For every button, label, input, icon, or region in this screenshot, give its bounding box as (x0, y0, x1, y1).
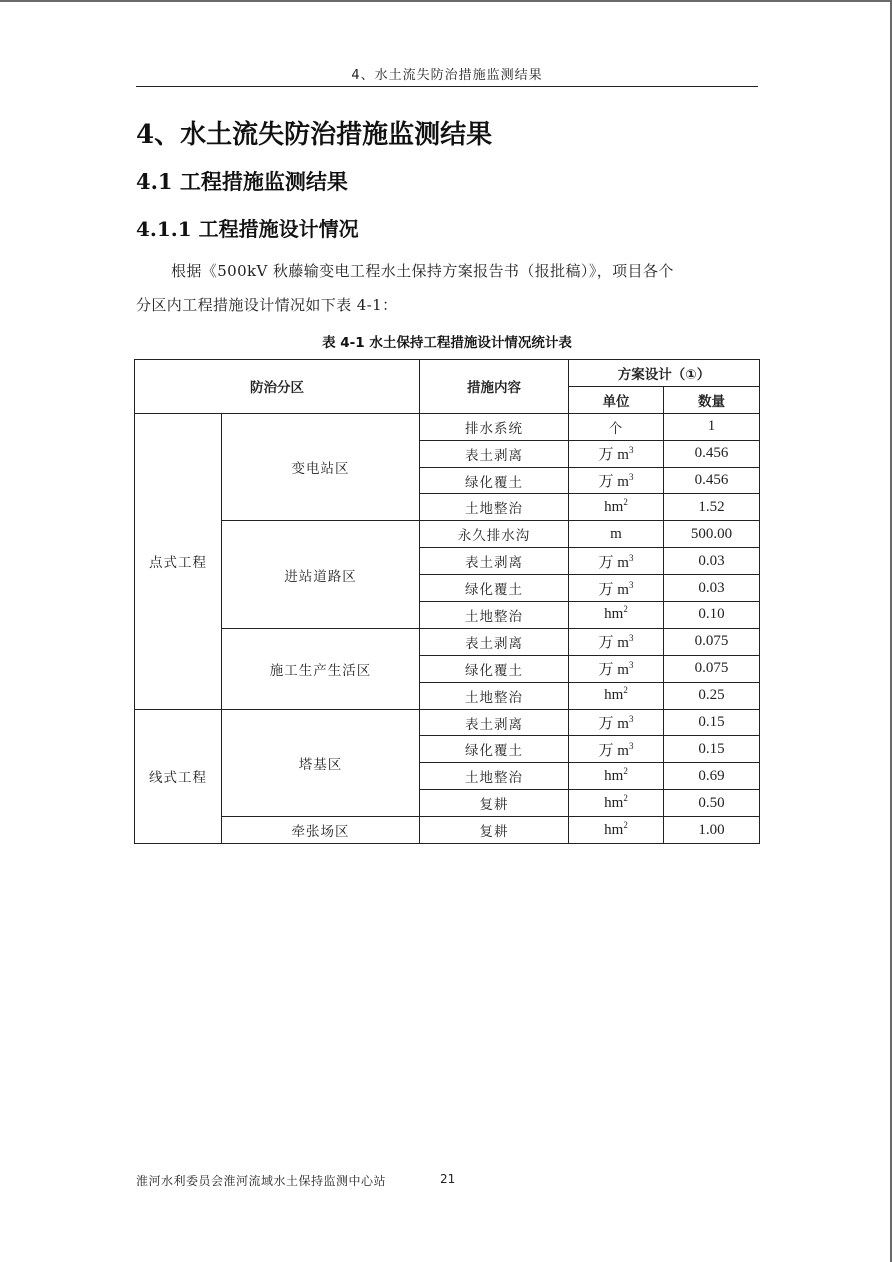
cell-measure: 表土剥离 (420, 709, 569, 736)
cell-unit: 万 $m^3$ (569, 736, 664, 763)
cell-measure: 表土剥离 (420, 548, 569, 575)
header-measure: 措施内容 (420, 360, 569, 414)
cell-quantity: 0.03 (664, 575, 760, 602)
zone-access-road: 进站道路区 (222, 521, 420, 629)
cell-unit: 万 $m^3$ (569, 467, 664, 494)
cell-measure: 复耕 (420, 790, 569, 817)
cell-quantity: 0.15 (664, 709, 760, 736)
cell-quantity: 0.075 (664, 655, 760, 682)
cell-measure: 排水系统 (420, 413, 569, 440)
cell-measure: 土地整治 (420, 602, 569, 629)
cell-measure: 表土剥离 (420, 440, 569, 467)
chapter-heading: 4、水土流失防治措施监测结果 (136, 120, 493, 150)
zone-tower-base: 塔基区 (222, 709, 420, 817)
table-header-row (135, 360, 760, 387)
cell-measure: 永久排水沟 (420, 521, 569, 548)
cell-unit: 万 $m^3$ (569, 440, 664, 467)
cell-quantity: 1 (664, 413, 760, 440)
cell-quantity: 0.456 (664, 440, 760, 467)
cell-unit: $hm^2$ (569, 682, 664, 709)
body-paragraph-line-2: 分区内工程措施设计情况如下表 4-1： (136, 296, 398, 314)
cell-quantity: 0.15 (664, 736, 760, 763)
running-header: 4、水土流失防治措施监测结果 (351, 68, 543, 83)
cell-quantity: 0.075 (664, 628, 760, 655)
cell-measure: 复耕 (420, 817, 569, 844)
table-row (135, 413, 760, 440)
page-number: 21 (440, 1172, 456, 1186)
cell-unit: 万 $m^3$ (569, 628, 664, 655)
cell-measure: 绿化覆土 (420, 736, 569, 763)
cell-unit: 个 (569, 413, 664, 440)
body-paragraph-line-1: 根据《500kV 秋藤输变电工程水土保持方案报告书（报批稿）》，项目各个 (171, 262, 674, 280)
cell-measure: 表土剥离 (420, 628, 569, 655)
cell-unit: m (569, 521, 664, 548)
cell-quantity: 0.69 (664, 763, 760, 790)
page-frame-top (0, 0, 892, 2)
section-heading: 4.1 工程措施监测结果 (136, 169, 348, 194)
cell-unit: $hm^2$ (569, 763, 664, 790)
cell-unit: 万 $m^3$ (569, 575, 664, 602)
cell-quantity: 0.456 (664, 467, 760, 494)
cell-unit: 万 $m^3$ (569, 709, 664, 736)
table-row (135, 628, 760, 655)
group-line: 线式工程 (135, 709, 222, 843)
table-caption: 表 4-1 水土保持工程措施设计情况统计表 (322, 335, 572, 351)
cell-unit: 万 $m^3$ (569, 548, 664, 575)
cell-quantity: 1.52 (664, 494, 760, 521)
cell-unit: $hm^2$ (569, 602, 664, 629)
cell-quantity: 0.10 (664, 602, 760, 629)
cell-quantity: 0.03 (664, 548, 760, 575)
cell-quantity: 0.25 (664, 682, 760, 709)
header-unit: 单位 (569, 386, 664, 413)
cell-quantity: 1.00 (664, 817, 760, 844)
cell-measure: 土地整治 (420, 763, 569, 790)
cell-quantity: 500.00 (664, 521, 760, 548)
table-row (135, 521, 760, 548)
cell-measure: 绿化覆土 (420, 467, 569, 494)
zone-substation: 变电站区 (222, 413, 420, 521)
measures-table (134, 359, 760, 844)
header-rule (136, 86, 758, 87)
cell-measure: 土地整治 (420, 682, 569, 709)
footer-organization: 淮河水利委员会淮河流域水土保持监测中心站 (136, 1174, 387, 1188)
header-quantity: 数量 (664, 386, 760, 413)
cell-measure: 土地整治 (420, 494, 569, 521)
table-row (135, 817, 760, 844)
cell-unit: $hm^2$ (569, 790, 664, 817)
cell-unit: $hm^2$ (569, 817, 664, 844)
zone-stringing-site: 牵张场区 (222, 817, 420, 844)
cell-unit: 万 $m^3$ (569, 655, 664, 682)
header-zone: 防治分区 (135, 360, 420, 414)
header-design: 方案设计（①） (569, 360, 760, 387)
table-row (135, 709, 760, 736)
cell-unit: $hm^2$ (569, 494, 664, 521)
subsection-heading: 4.1.1 工程措施设计情况 (136, 217, 359, 241)
zone-construction-camp: 施工生产生活区 (222, 628, 420, 709)
group-point: 点式工程 (135, 413, 222, 709)
cell-quantity: 0.50 (664, 790, 760, 817)
cell-measure: 绿化覆土 (420, 655, 569, 682)
cell-measure: 绿化覆土 (420, 575, 569, 602)
